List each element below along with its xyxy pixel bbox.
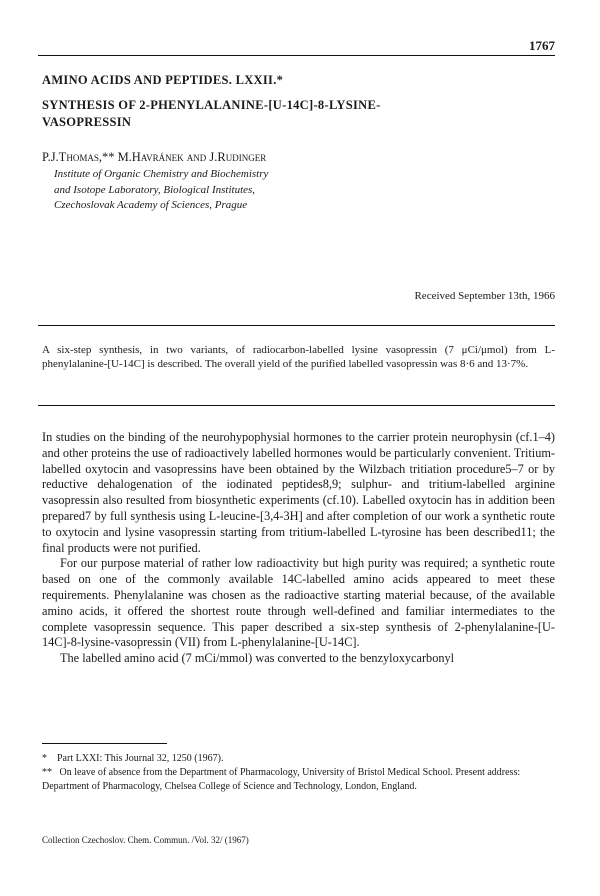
- author-list: P.J.Thomas,** M.Havránek and J.Rudinger: [42, 150, 267, 164]
- paragraph: The labelled amino acid (7 mCi/mmol) was converted to the benzyloxycarbonyl: [60, 651, 455, 666]
- abstract-top-rule: [38, 325, 555, 326]
- page-number: 1767: [529, 38, 555, 53]
- top-rule: [38, 55, 555, 56]
- series-title: AMINO ACIDS AND PEPTIDES. LXXII.*: [42, 73, 284, 87]
- abstract: A six-step synthesis, in two variants, of radiocarbon-labelled lysine vasopressin (7 μCi/μmol) from L-phenylalanine-[U-14C] is described. The overall yield of the purified labelled vasopressin was 8·6 and 13·7%.: [42, 344, 555, 370]
- footnote-rule: [42, 743, 167, 744]
- received-date: Received September 13th, 1966: [414, 290, 555, 302]
- footnote: * Part LXXI: This Journal 32, 1250 (1967).: [42, 753, 224, 764]
- paragraph: For our purpose material of rather low radioactivity but high purity was required; a synthetic route based on one of the commonly available 14C-labelled amino acids appeared to meet these requirements. Phenylalanine was chosen as the radioactive starting material because, of the available amino acids, it offered the shortest route through well-defined and familiar intermediates to the complete vasopressin sequence. This paper described a six-step synthesis of 2-phenylalanine-[U-14C]-8-lysine-vasopressin (VII) from L-phenylalanine-[U-14C].: [42, 556, 555, 650]
- affiliation-line: Czechoslovak Academy of Sciences, Prague: [54, 199, 248, 211]
- abstract-bottom-rule: [38, 405, 555, 406]
- article-title-line1: SYNTHESIS OF 2-PHENYLALANINE-[U-14C]-8-LYSINE-: [42, 98, 381, 112]
- paragraph: In studies on the binding of the neurohypophysial hormones to the carrier protein neurophysin (cf.1–4) and other proteins the use of radioactively labelled hormones would be particularly convenient. Tritium-labelled oxytocin and vasopressins have been obtained by the Wilzbach tritiation procedure5–7 or by reductive dehalogenation of the iodinated peptides8,9; sulphur- and tritium-labelled arginine vasopressin also resulted from biosynthetic experiments (cf.10). Labelled oxytocin has in addition been prepared7 by full synthesis using L-leucine-[3,4-3H] and after completion of our work a synthetic route to oxytocin and lysine vasopressin starting from tritium-labelled L-tyrosine has been described11; the final products were not purified.: [42, 430, 555, 555]
- footnotes: [42, 752, 555, 794]
- affiliation-line: and Isotope Laboratory, Biological Institutes,: [54, 183, 256, 196]
- affiliation: [54, 167, 268, 214]
- body-text: [42, 430, 555, 667]
- affiliation-line: Institute of Organic Chemistry and Biochemistry: [54, 168, 269, 180]
- article-title-line2: VASOPRESSIN: [42, 115, 132, 129]
- journal-footer: Collection Czechoslov. Chem. Commun. /Vol. 32/ (1967): [42, 835, 249, 845]
- footnote: ** On leave of absence from the Department of Pharmacology, University of Bristol Medical School. Present address: Department of Pharmacology, Chelsea College of Science and Technology, London, England.: [42, 767, 523, 792]
